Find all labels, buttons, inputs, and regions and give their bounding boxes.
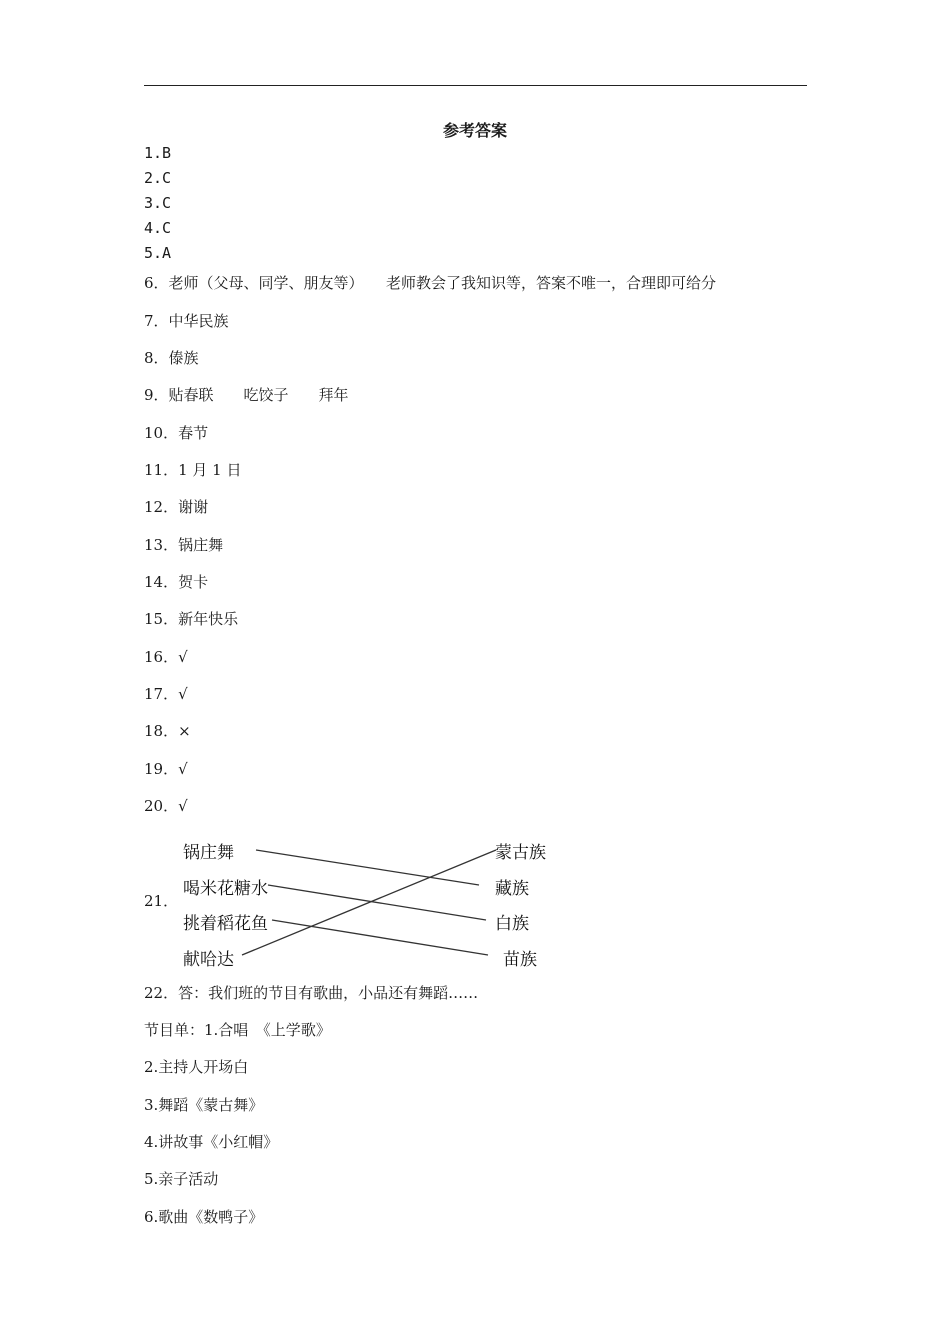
right-item-1: 蒙古族 [495,843,546,863]
left-item-3: 挑着稻花鱼 [183,914,268,934]
line-daohuayu-miao [272,920,488,955]
answer-14: 14．贺卡 [144,573,209,591]
answer-7: 7．中华民族 [144,312,229,330]
answer-17: 17．√ [144,685,188,703]
answer-4: 4.C [144,219,172,237]
right-item-4: 苗族 [503,950,537,970]
answer-6: 6．老师（父母、同学、朋友等） 老师教会了我知识等，答案不唯一，合理即可给分 [144,274,717,292]
left-item-4: 献哈达 [183,950,234,970]
page-title: 参考答案 [442,121,507,140]
answer-13: 13．锅庄舞 [144,536,224,554]
program-item-5: 5.亲子活动 [144,1170,219,1188]
left-item-2: 喝米花糖水 [183,879,268,899]
left-item-1: 锅庄舞 [183,843,234,863]
answer-1: 1.B [144,144,172,162]
matching-diagram [176,833,566,970]
program-item-2: 2.主持人开场白 [144,1058,249,1076]
header-rule [144,85,807,86]
program-item-3: 3.舞蹈《蒙古舞》 [144,1096,264,1114]
answer-20: 20．√ [144,797,188,815]
answer-18: 18．× [144,722,191,740]
program-item-6: 6.歌曲《数鸭子》 [144,1208,264,1226]
line-mihuatang-bai [268,885,486,920]
answer-3: 3.C [144,194,172,212]
answer-10: 10．春节 [144,424,209,442]
right-item-2: 藏族 [495,879,529,899]
answer-5: 5.A [144,244,172,262]
answer-12: 12．谢谢 [144,498,209,516]
answer-11: 11．1 月 1 日 [144,461,242,479]
answer-22: 22．答：我们班的节目有歌曲，小品还有舞蹈…… [144,984,479,1002]
answer-19: 19．√ [144,760,188,778]
answer-16: 16．√ [144,648,188,666]
answer-15: 15．新年快乐 [144,610,239,628]
answer-2: 2.C [144,169,172,187]
right-item-3: 白族 [495,914,529,934]
answer-8: 8．傣族 [144,349,199,367]
line-guozhuang-zang [256,850,479,885]
answer-9: 9．贴春联 吃饺子 拜年 [144,386,349,404]
program-item-4: 4.讲故事《小红帽》 [144,1133,279,1151]
line-hada-menggu [242,850,496,955]
answer-21-number: 21． [144,892,179,910]
program-list-heading: 节目单：1.合唱 《上学歌》 [144,1021,331,1039]
